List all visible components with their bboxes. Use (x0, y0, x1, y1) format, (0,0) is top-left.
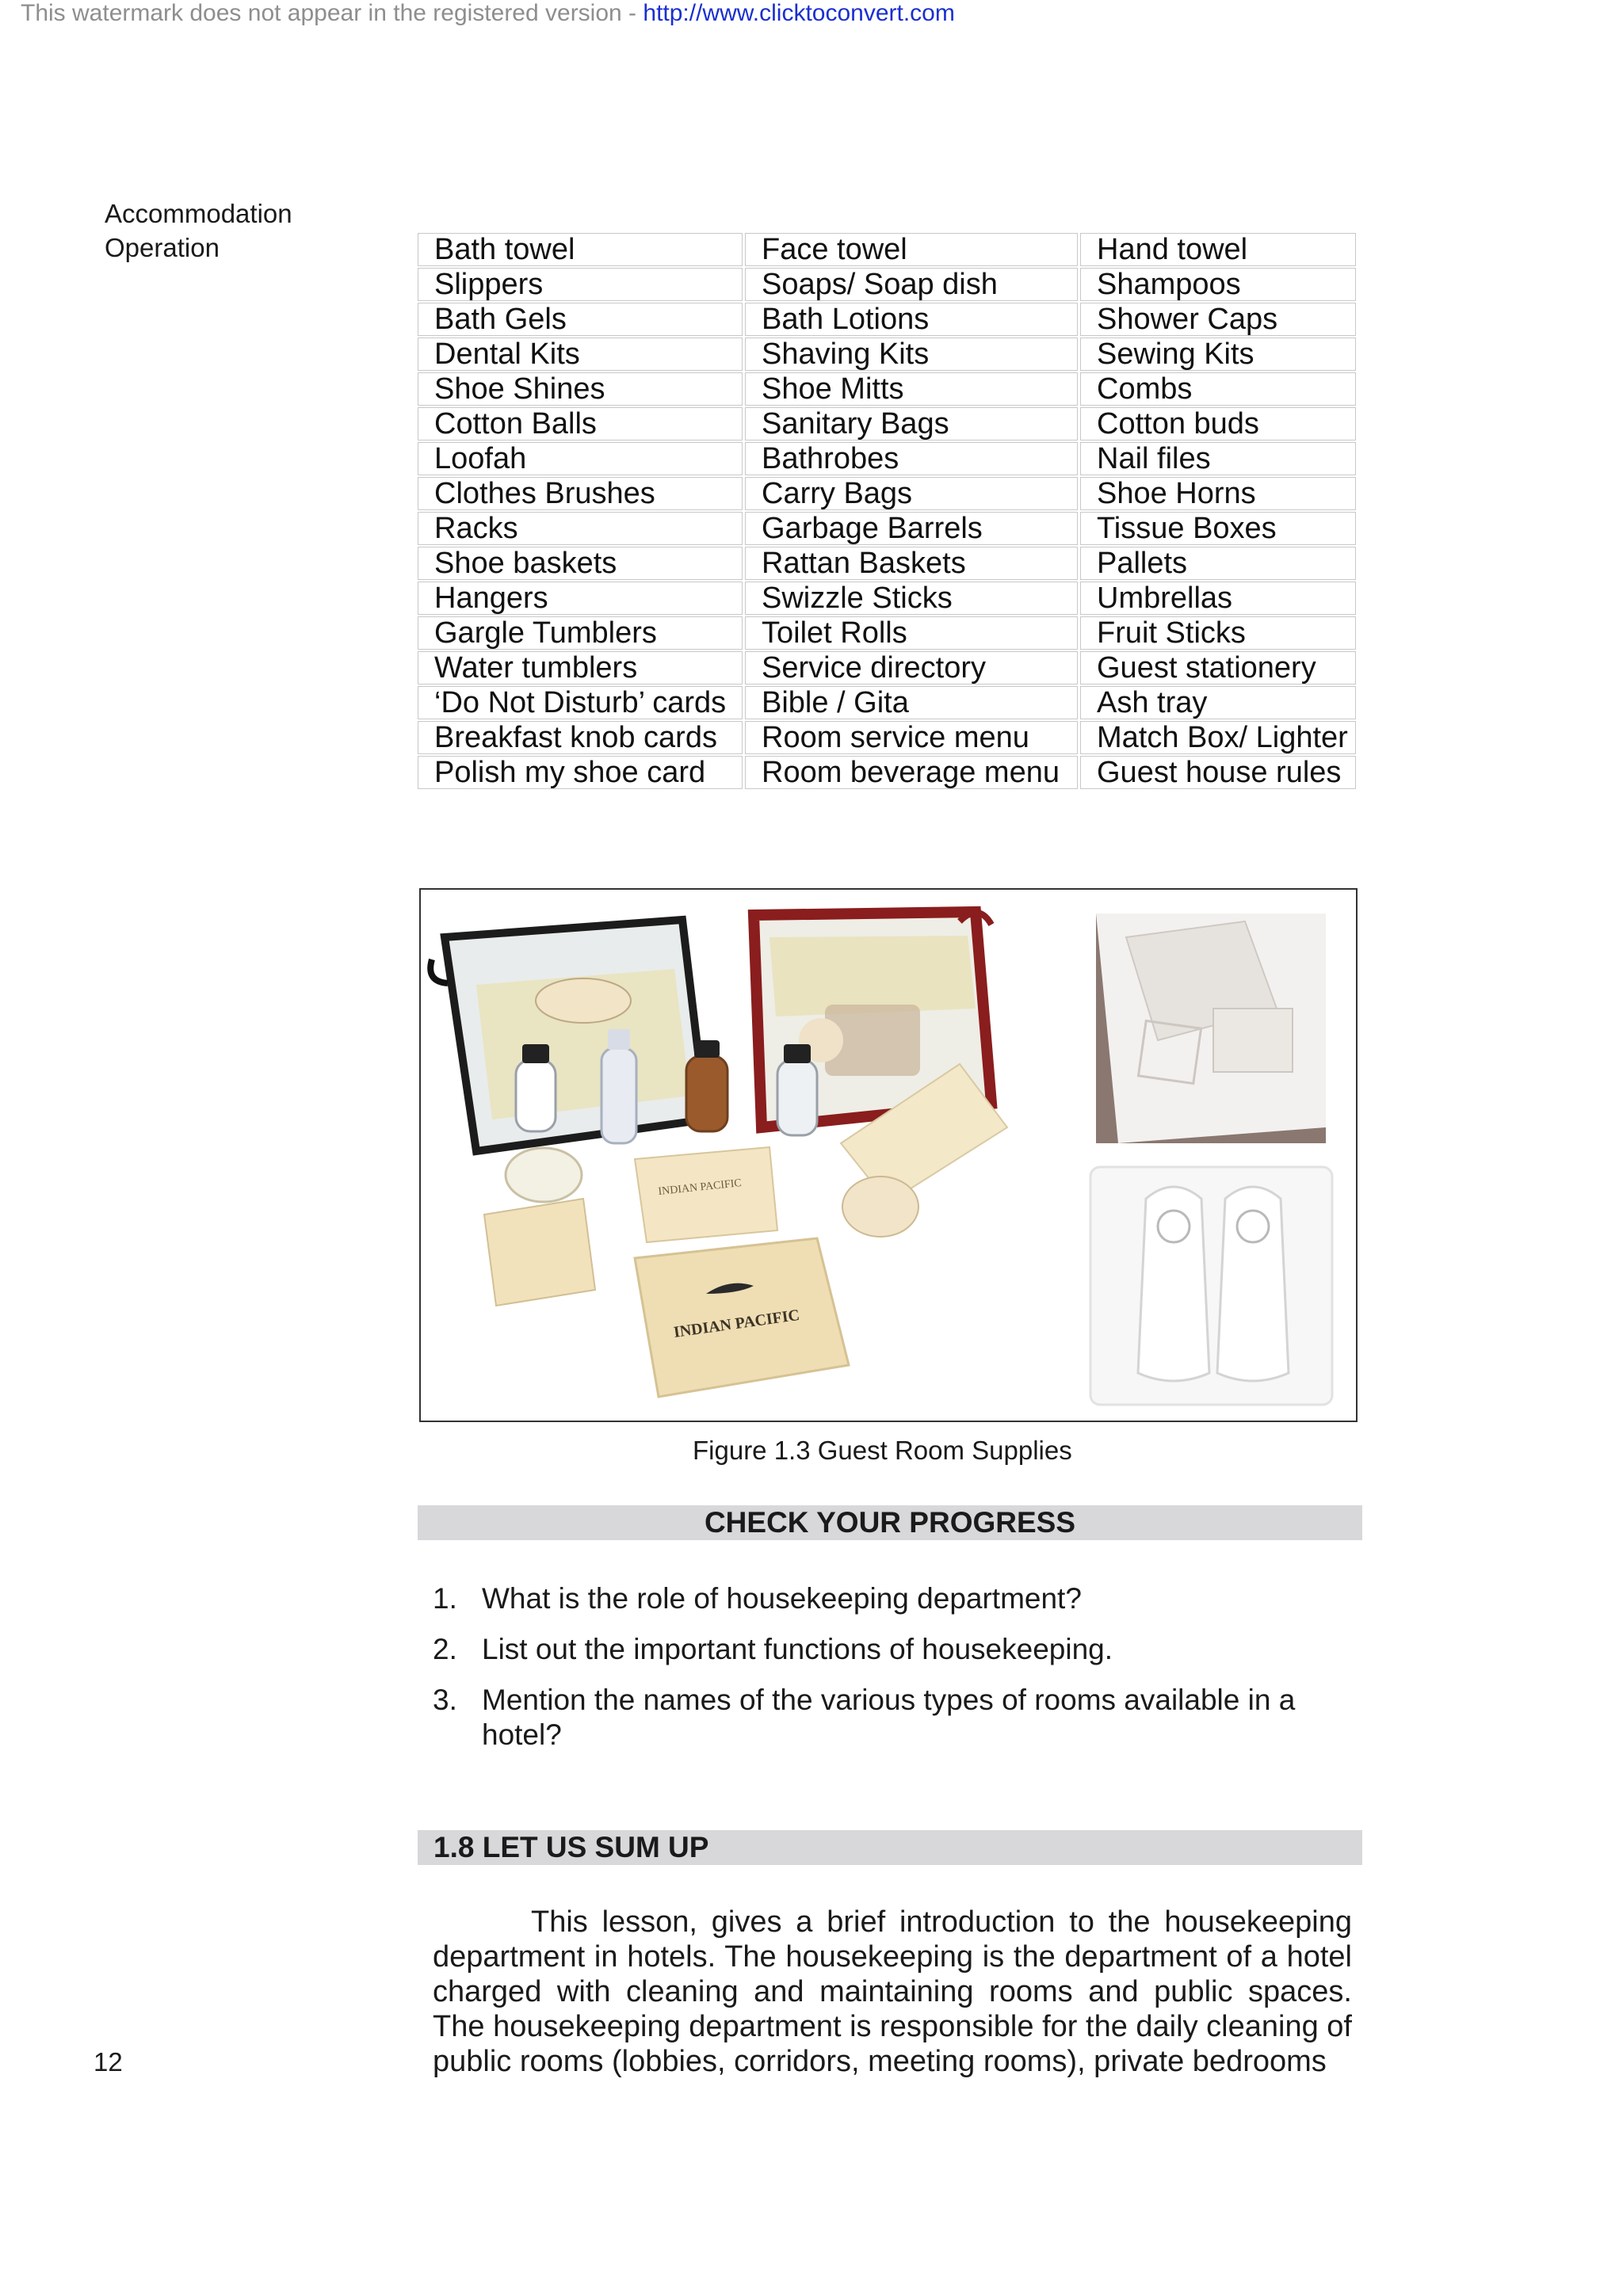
table-row (418, 547, 1356, 580)
table-cell: Tissue Boxes (1080, 512, 1356, 545)
table-cell: Soaps/ Soap dish (745, 268, 1078, 301)
table-cell: Hangers (418, 582, 743, 615)
figure-caption: Figure 1.3 Guest Room Supplies (693, 1436, 1072, 1465)
table-row (418, 338, 1356, 371)
table-cell: Umbrellas (1080, 582, 1356, 615)
table-cell: Shampoos (1080, 268, 1356, 301)
summary-text: This lesson, gives a brief introduction to the housekeeping department in hotels. The housekeeping is the department of a hotel charged with cleaning and maintaining rooms and public spaces. The housekeeping department is responsible for the daily cleaning of public rooms (lobbies, corridors, meeting rooms), private bedrooms (433, 1905, 1352, 2078)
table-cell: Bath Gels (418, 303, 743, 336)
table-cell: Garbage Barrels (745, 512, 1078, 545)
table-cell: Rattan Baskets (745, 547, 1078, 580)
table-cell: ‘Do Not Disturb’ cards (418, 686, 743, 719)
question-item (433, 1632, 1336, 1667)
table-cell: Bath towel (418, 233, 743, 266)
table-row (418, 372, 1356, 406)
table-row (418, 407, 1356, 441)
table-cell: Shoe baskets (418, 547, 743, 580)
table-cell: Room beverage menu (745, 756, 1078, 789)
question-item (433, 1581, 1336, 1616)
table-cell: Swizzle Sticks (745, 582, 1078, 615)
table-row (418, 686, 1356, 719)
table-cell: Gargle Tumblers (418, 616, 743, 650)
folded-linen-icon (1096, 913, 1326, 1143)
table-cell: Sewing Kits (1080, 338, 1356, 371)
table-cell: Shoe Shines (418, 372, 743, 406)
question-number: 2. (433, 1633, 457, 1665)
table-cell: Shower Caps (1080, 303, 1356, 336)
table-cell: Combs (1080, 372, 1356, 406)
watermark-link[interactable]: http://www.clicktoconvert.com (643, 0, 955, 26)
question-number: 3. (433, 1684, 457, 1716)
table-cell: Bathrobes (745, 442, 1078, 475)
table-cell: Dental Kits (418, 338, 743, 371)
table-row (418, 268, 1356, 301)
guest-room-supplies-figure (419, 888, 1358, 1422)
table-cell: Clothes Brushes (418, 477, 743, 510)
table-cell: Guest stationery (1080, 651, 1356, 685)
check-progress-heading: CHECK YOUR PROGRESS (418, 1505, 1362, 1540)
table-row (418, 512, 1356, 545)
table-cell: Racks (418, 512, 743, 545)
table-cell: Loofah (418, 442, 743, 475)
side-heading-line: Operation (105, 233, 220, 262)
table-cell: Shoe Horns (1080, 477, 1356, 510)
page-number: 12 (94, 2047, 123, 2077)
progress-questions (433, 1581, 1336, 1768)
table-cell: Ash tray (1080, 686, 1356, 719)
table-cell: Cotton Balls (418, 407, 743, 441)
table-row (418, 721, 1356, 754)
svg-text:INDIAN PACIFIC: INDIAN PACIFIC (672, 1306, 801, 1341)
table-cell: Pallets (1080, 547, 1356, 580)
table-cell: Service directory (745, 651, 1078, 685)
table-cell: Fruit Sticks (1080, 616, 1356, 650)
table-cell: Water tumblers (418, 651, 743, 685)
question-item (433, 1683, 1336, 1753)
table-row (418, 303, 1356, 336)
summary-paragraph (433, 1905, 1352, 2079)
slippers-icon (1090, 1167, 1332, 1405)
table-row (418, 616, 1356, 650)
amenities-photo (421, 890, 1356, 1421)
table-cell: Sanitary Bags (745, 407, 1078, 441)
clear-pouch-icon (430, 920, 706, 1151)
table-cell: Polish my shoe card (418, 756, 743, 789)
table-cell: Bible / Gita (745, 686, 1078, 719)
sum-up-heading: 1.8 LET US SUM UP (418, 1830, 1362, 1865)
table-cell: Carry Bags (745, 477, 1078, 510)
table-cell: Breakfast knob cards (418, 721, 743, 754)
svg-text:INDIAN PACIFIC: INDIAN PACIFIC (657, 1177, 743, 1198)
table-cell: Slippers (418, 268, 743, 301)
question-text: What is the role of housekeeping department? (482, 1582, 1082, 1615)
table-cell: Hand towel (1080, 233, 1356, 266)
table-row (418, 651, 1356, 685)
table-cell: Cotton buds (1080, 407, 1356, 441)
table-cell: Bath Lotions (745, 303, 1078, 336)
question-number: 1. (433, 1582, 457, 1615)
table-cell: Face towel (745, 233, 1078, 266)
table-cell: Match Box/ Lighter (1080, 721, 1356, 754)
table-cell: Toilet Rolls (745, 616, 1078, 650)
watermark-notice (21, 0, 955, 27)
table-cell: Nail files (1080, 442, 1356, 475)
question-text: List out the important functions of housekeeping. (482, 1633, 1113, 1665)
guest-supplies-table (415, 231, 1358, 791)
table-row (418, 442, 1356, 475)
table-row (418, 582, 1356, 615)
table-row (418, 477, 1356, 510)
table-cell: Shoe Mitts (745, 372, 1078, 406)
table-row (418, 756, 1356, 789)
side-heading (105, 196, 292, 265)
question-text: Mention the names of the various types of rooms available in a hotel? (482, 1684, 1296, 1751)
table-cell: Shaving Kits (745, 338, 1078, 371)
watermark-text: This watermark does not appear in the registered version - (21, 0, 643, 26)
table-row (418, 233, 1356, 266)
table-cell: Guest house rules (1080, 756, 1356, 789)
side-heading-line: Accommodation (105, 199, 292, 228)
table-cell: Room service menu (745, 721, 1078, 754)
